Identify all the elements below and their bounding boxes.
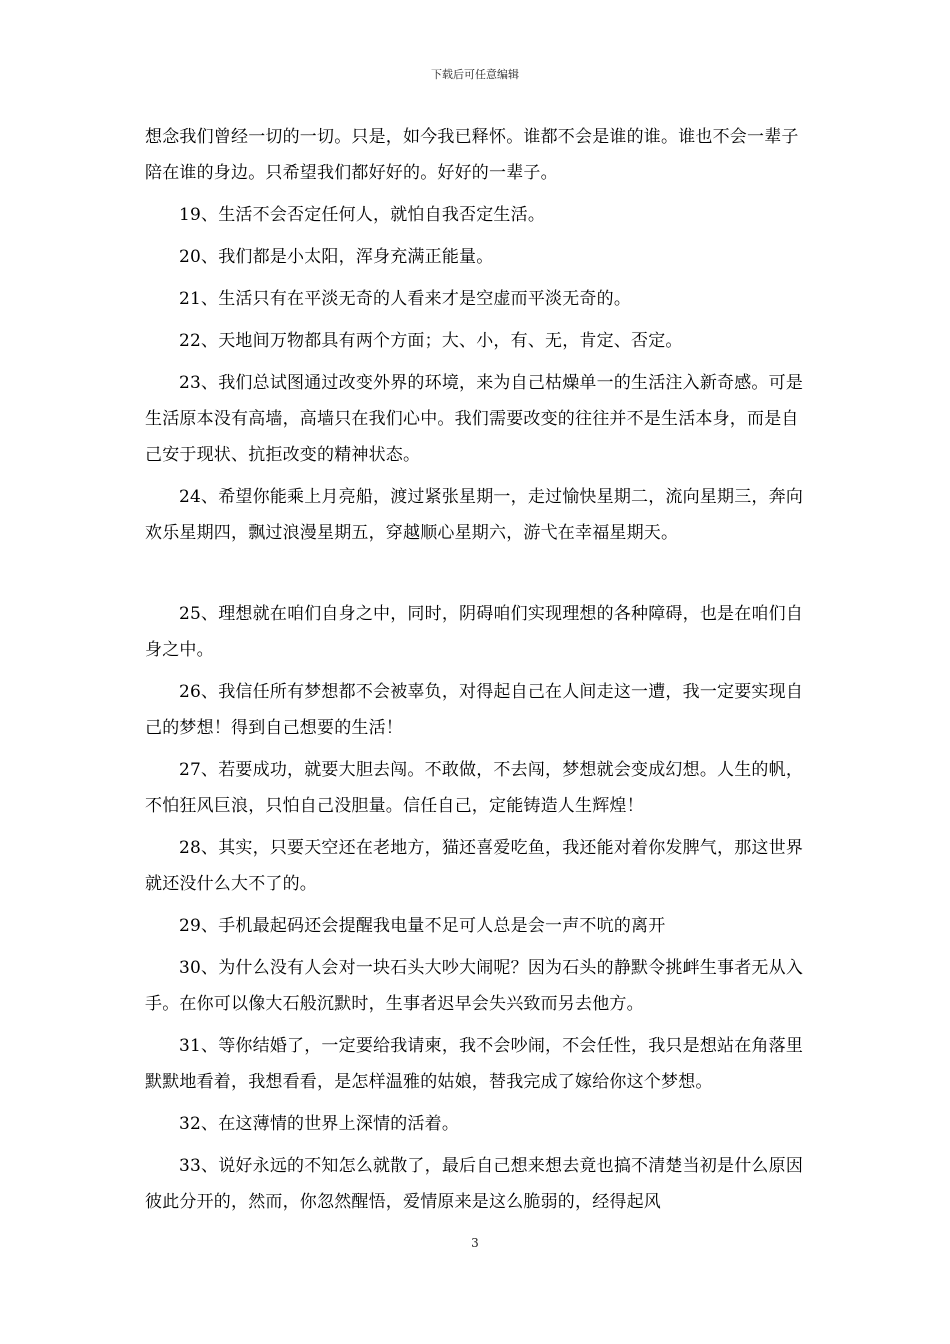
blank-line [145,557,810,596]
page-header: 下载后可任意编辑 [431,68,519,81]
paragraph-26: 26、我信任所有梦想都不会被辜负，对得起自己在人间走这一遭，我一定要实现自己的梦想！得到自己想要的生活！ [145,682,804,738]
paragraph-20: 20、我们都是小太阳，浑身充满正能量。 [179,247,494,267]
page-number: 3 [471,1236,479,1250]
paragraph-19: 19、生活不会否定任何人，就怕自我否定生活。 [179,205,546,225]
paragraph-33: 33、说好永远的不知怎么就散了，最后自己想来想去竟也搞不清楚当初是什么原因彼此分开的，然而，你忽然醒悟，爱情原来是这么脆弱的，经得起风 [145,1156,804,1212]
paragraph-24: 24、希望你能乘上月亮船，渡过紧张星期一，走过愉快星期二，流向星期三，奔向欢乐星期四，飘过浪漫星期五，穿越顺心星期六，游弋在幸福星期天。 [145,487,804,543]
paragraph-32: 32、在这薄情的世界上深情的活着。 [179,1114,460,1134]
paragraph-29: 29、手机最起码还会提醒我电量不足可人总是会一声不吭的离开 [179,916,666,936]
paragraph-27: 27、若要成功，就要大胆去闯。不敢做，不去闯，梦想就会变成幻想。人生的帆，不怕狂风巨浪，只怕自己没胆量。信任自己，定能铸造人生辉煌！ [145,760,804,816]
paragraph-22: 22、天地间万物都具有两个方面；大、小，有、无，肯定、否定。 [179,331,683,351]
paragraph-28: 28、其实，只要天空还在老地方，猫还喜爱吃鱼，我还能对着你发脾气，那这世界就还没什么大不了的。 [145,838,804,894]
paragraph-21: 21、生活只有在平淡无奇的人看来才是空虚而平淡无奇的。 [179,289,632,309]
paragraph-30: 30、为什么没有人会对一块石头大吵大闹呢？因为石头的静默令挑衅生事者无从入手。在你可以像大石般沉默时，生事者迟早会失兴致而另去他方。 [145,958,804,1014]
paragraph-continuation: 想念我们曾经一切的一切。只是，如今我已释怀。谁都不会是谁的谁。谁也不会一辈子陪在谁的身边。只希望我们都好好的。好好的一辈子。 [145,127,799,183]
paragraph-31: 31、等你结婚了，一定要给我请柬，我不会吵闹，不会任性，我只是想站在角落里默默地看着，我想看看，是怎样温雅的姑娘，替我完成了嫁给你这个梦想。 [145,1036,804,1092]
paragraph-25: 25、理想就在咱们自身之中，同时，阴碍咱们实现理想的各种障碍，也是在咱们自身之中。 [145,604,804,660]
paragraph-23: 23、我们总试图通过改变外界的环境，来为自己枯燥单一的生活注入新奇感。可是生活原本没有高墙，高墙只在我们心中。我们需要改变的往往并不是生活本身，而是自己安于现状、抗拒改变的精神状态。 [145,373,804,465]
document-body [145,119,810,1226]
